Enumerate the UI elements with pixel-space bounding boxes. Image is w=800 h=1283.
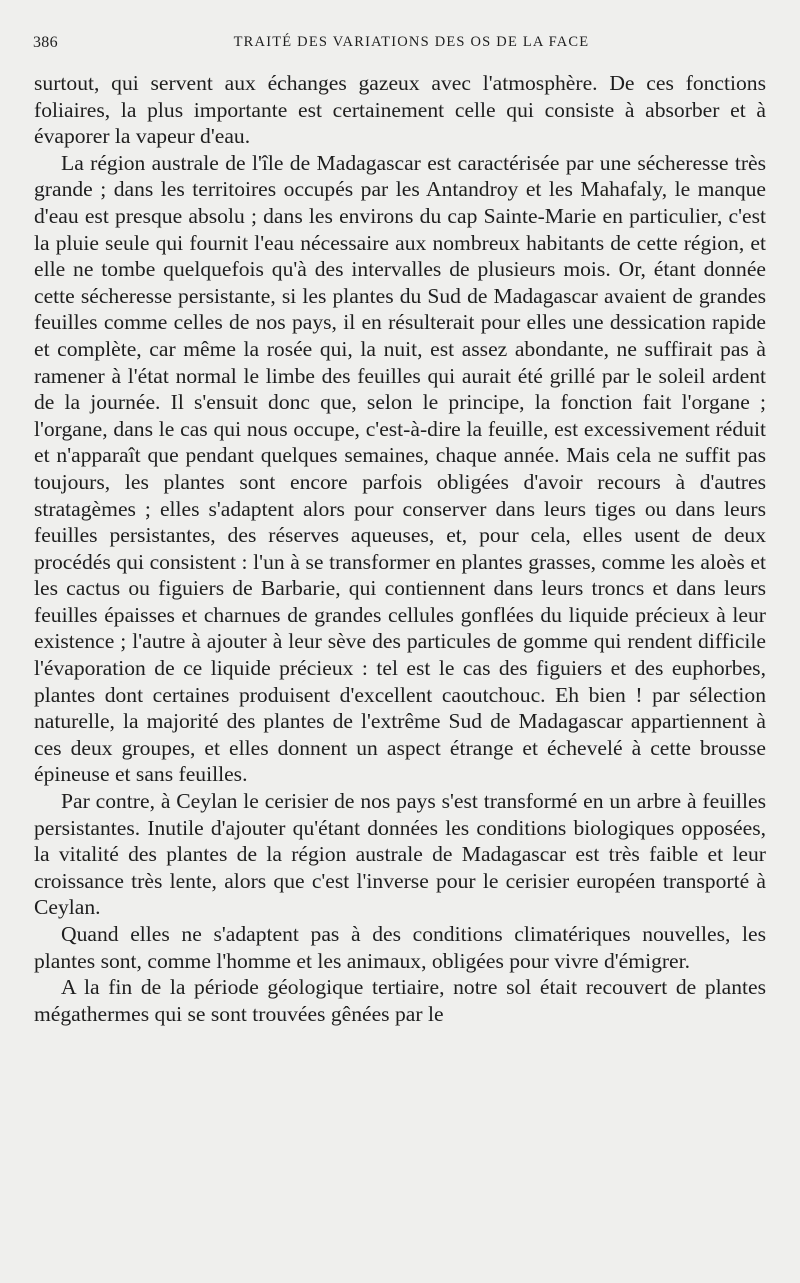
paragraph-madagascar-south: La région australe de l'île de Madagascar est caractérisée par une sécheresse très grande ; dans les territoires occupés par les Antandroy et les Mahafaly, le manque d'eau est presque absolu ; dans les environs du cap Sainte-Marie en particulier, c'est la pluie seule qui fournit l'eau nécessaire aux nombreux habitants de cette région, et elle ne tombe quelquefois qu'à des intervalles de plusieurs mois. Or, étant donnée cette sécheresse persistante, si les plantes du Sud de Madagascar avaient de grandes feuilles comme celles de nos pays, il en résulterait pour elles une dessication rapide et complète, car même la rosée qui, la nuit, est assez abondante, ne suffirait pas à ramener à l'état normal le limbe des feuilles qui aurait été grillé par le soleil ardent de la journée. Il s'ensuit donc que, selon le principe, la fonction fait l'organe ; l'organe, dans le cas qui nous occupe, c'est-à-dire la feuille, est excessivement réduit et n'apparaît que pendant quelques semaines, chaque année. Mais cela ne suffit pas toujours, les plantes sont encore parfois obligées d'avoir recours à d'autres stratagèmes ; elles s'adaptent alors pour conserver dans leurs tiges ou dans leurs feuilles persistantes, des réserves aqueuses, et, pour cela, elles usent de deux procédés qui consistent : l'un à se transformer en plantes grasses, comme les aloès et les cactus ou figuiers de Barbarie, qui contiennent dans leurs troncs et dans leurs feuilles épaisses et charnues de grandes cellules gonflées du liquide précieux à leur existence ; l'autre à ajouter à leur sève des particules de gomme qui rendent difficile l'évaporation de ce liquide précieux : tel est le cas des figuiers et des euphorbes, plantes dont certaines produisent d'excellent caoutchouc. Eh bien ! par sélection naturelle, la majorité des plantes de l'extrême Sud de Madagascar appartiennent à ces deux groupes, et elles donnent un aspect étrange et échevelé à cette brousse épineuse et sans feuilles. [34, 150, 766, 787]
paragraph-ceylan: Par contre, à Ceylan le cerisier de nos pays s'est transformé en un arbre à feuilles persistantes. Inutile d'ajouter qu'étant données les conditions biologiques opposées, la vitalité des plantes de la région australe de Madagascar est très faible et leur croissance très lente, alors que c'est l'inverse pour le cerisier européen transporté à Ceylan. [34, 789, 766, 920]
paragraph-tertiary: A la fin de la période géologique tertiaire, notre sol était recouvert de plantes mégathermes qui se sont trouvées gênées par le [34, 975, 766, 1026]
paragraph-continuation: surtout, qui servent aux échanges gazeux avec l'atmosphère. De ces fonctions foliaires, la plus importante est certainement celle qui consiste à absorber et à évaporer la vapeur d'eau. [34, 71, 766, 149]
running-header [33, 34, 760, 54]
running-title: TRAITÉ DES VARIATIONS DES OS DE LA FACE [233, 34, 590, 50]
page-number: 386 [33, 34, 58, 51]
body-text [34, 70, 766, 1027]
paragraph-emigration: Quand elles ne s'adaptent pas à des conditions climatériques nouvelles, les plantes sont, comme l'homme et les animaux, obligées pour vivre d'émigrer. [34, 922, 766, 973]
